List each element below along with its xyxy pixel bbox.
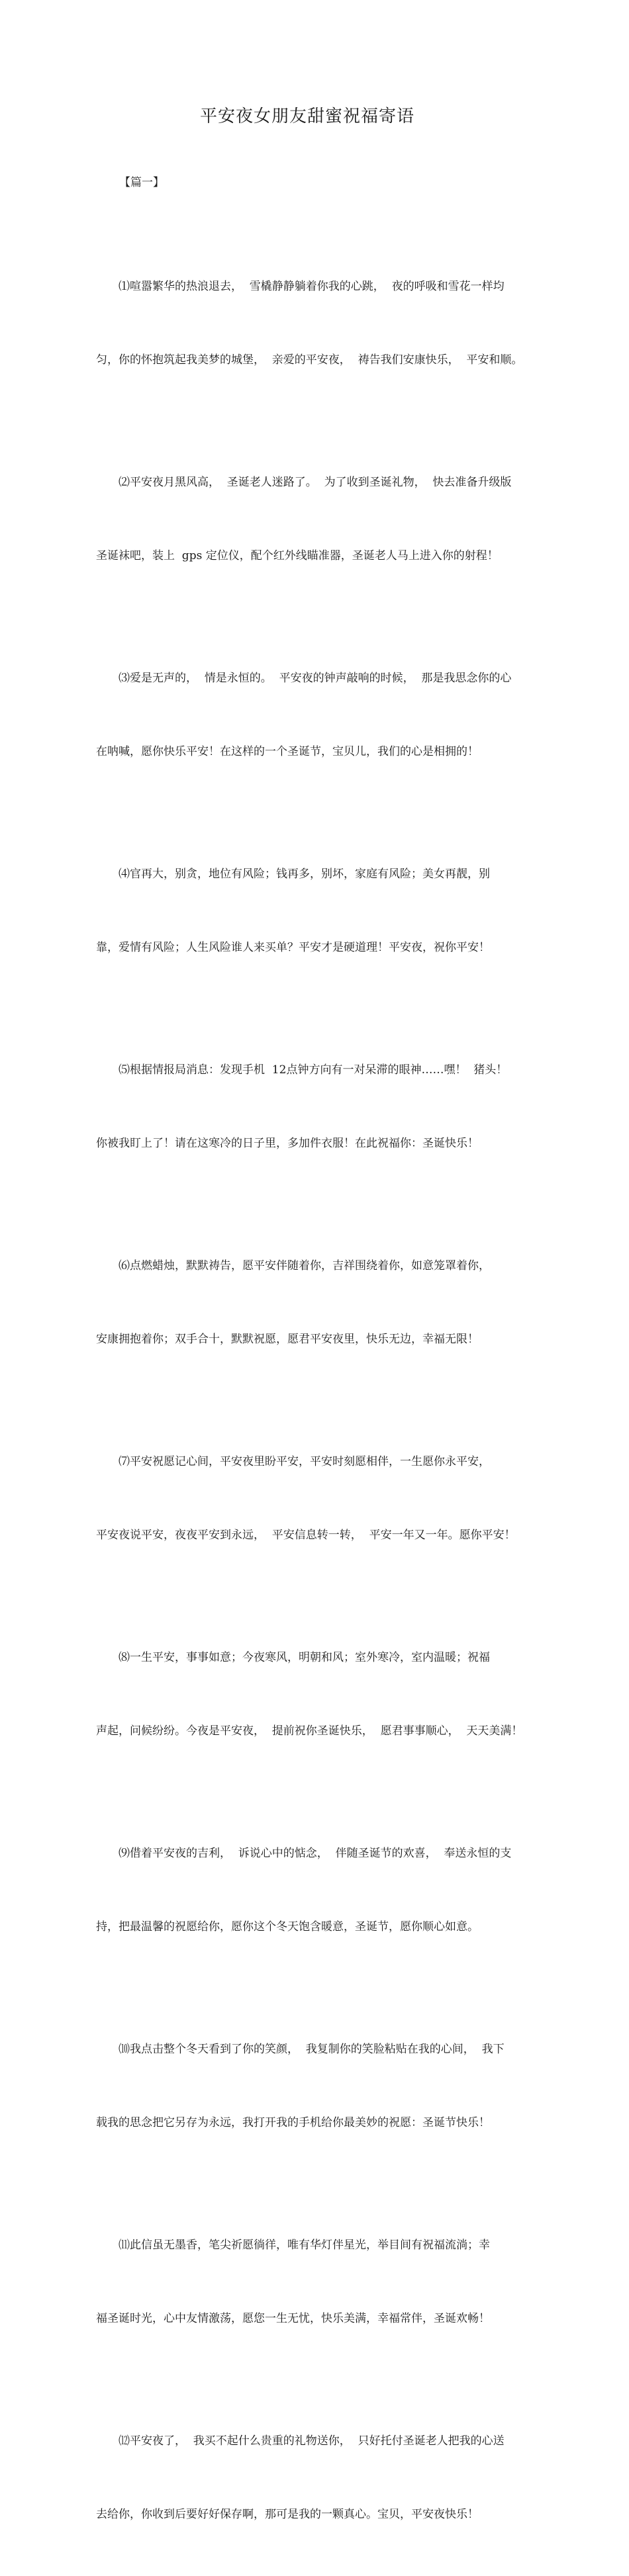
paragraph-7 [96,1401,533,1597]
paragraph-line: 在呐喊，愿你快乐平安！在这样的一个圣诞节，宝贝儿，我们的心是相拥的！ [96,745,479,758]
paragraph-5 [96,1009,533,1205]
paragraph-1 [96,226,533,422]
paragraph-line: 圣诞袜吧，装上 gps 定位仪，配个红外线瞄准器，圣诞老人马上进入你的射程！ [96,549,499,562]
paragraph-line: 去给你，你收到后要好好保存啊，那可是我的一颗真心。宝贝，平安夜快乐！ [96,2508,479,2521]
paragraph-line: ⑷官再大，别贪，地位有风险；钱再多，别坏，家庭有风险；美女再靓，别 [119,867,490,881]
paragraph-line: ⑸根据情报局消息：发现手机 12点钟方向有一对呆滞的眼神……嘿！ 猪头！ [119,1063,508,1077]
paragraph-10 [96,1988,533,2184]
paragraph-line: ⑽我点击整个冬天看到了你的笑颜， 我复制你的笑脸粘贴在我的心间， 我下 [119,2043,505,2056]
paragraph-line: ⑴喧嚣繁华的热浪退去， 雪橇静静躺着你我的心跳， 夜的呼吸和雪花一样均 [119,280,505,293]
document-body [96,226,533,2576]
paragraph-line: 靠，爱情有风险；人生风险谁人来买单？平安才是硬道理！平安夜，祝你平安！ [96,941,490,954]
paragraph-6 [96,1205,533,1401]
document-title: 平安夜女朋友甜蜜祝福寄语 [199,107,414,126]
paragraph-line: ⑻一生平安，事事如意；今夜寒风，明朝和风；室外寒冷，室内温暖；祝福 [119,1651,490,1664]
paragraph-11 [96,2184,533,2380]
paragraph-9 [96,1793,533,1988]
paragraph-8 [96,1597,533,1793]
paragraph-3 [96,617,533,813]
paragraph-line: ⑹点燃蜡烛，默默祷告，愿平安伴随着你，吉祥围绕着你，如意笼罩着你， [119,1259,490,1272]
paragraph-line: 匀，你的怀抱筑起我美梦的城堡， 亲爱的平安夜， 祷告我们安康快乐， 平安和顺。 [96,353,523,367]
paragraph-4 [96,813,533,1009]
paragraph-line: ⑼借着平安夜的吉利， 诉说心中的惦念， 伴随圣诞节的欢喜， 奉送永恒的支 [119,1847,512,1860]
section-label: 【篇一】 [119,176,164,189]
paragraph-line: 持，把最温馨的祝愿给你，愿你这个冬天饱含暖意，圣诞节，愿你顺心如意。 [96,1920,479,1933]
paragraph-2 [96,422,533,617]
paragraph-line: 安康拥抱着你；双手合十，默默祝愿，愿君平安夜里，快乐无边，幸福无限！ [96,1333,479,1346]
paragraph-12 [96,2380,533,2576]
paragraph-line: 载我的思念把它另存为永远，我打开我的手机给你最美妙的祝愿：圣诞节快乐！ [96,2116,490,2129]
paragraph-line: 平安夜说平安，夜夜平安到永远， 平安信息转一转， 平安一年又一年。愿你平安！ [96,1529,516,1542]
paragraph-line: ⑵平安夜月黑风高， 圣诞老人迷路了。 为了收到圣诞礼物， 快去准备升级版 [119,476,512,489]
paragraph-line: 声起，问候纷纷。今夜是平安夜， 提前祝你圣诞快乐， 愿君事事顺心， 天天美满！ [96,1724,523,1738]
paragraph-line: ⑶爱是无声的， 情是永恒的。 平安夜的钟声敲响的时候， 那是我思念你的心 [119,672,512,685]
paragraph-line: ⑾此信虽无墨香，笔尖祈愿徜徉，唯有华灯伴星光，举目间有祝福流淌；幸 [119,2239,490,2252]
paragraph-line: 福圣诞时光，心中友情激荡，愿您一生无忧，快乐美满，幸福常伴，圣诞欢畅！ [96,2312,490,2325]
paragraph-line: ⑿平安夜了， 我买不起什么贵重的礼物送你， 只好托付圣诞老人把我的心送 [119,2434,505,2448]
paragraph-line: 你被我盯上了！请在这寒冷的日子里，多加件衣服！在此祝福你：圣诞快乐！ [96,1137,479,1150]
paragraph-line: ⑺平安祝愿记心间，平安夜里盼平安，平安时刻愿相伴，一生愿你永平安， [119,1455,490,1468]
